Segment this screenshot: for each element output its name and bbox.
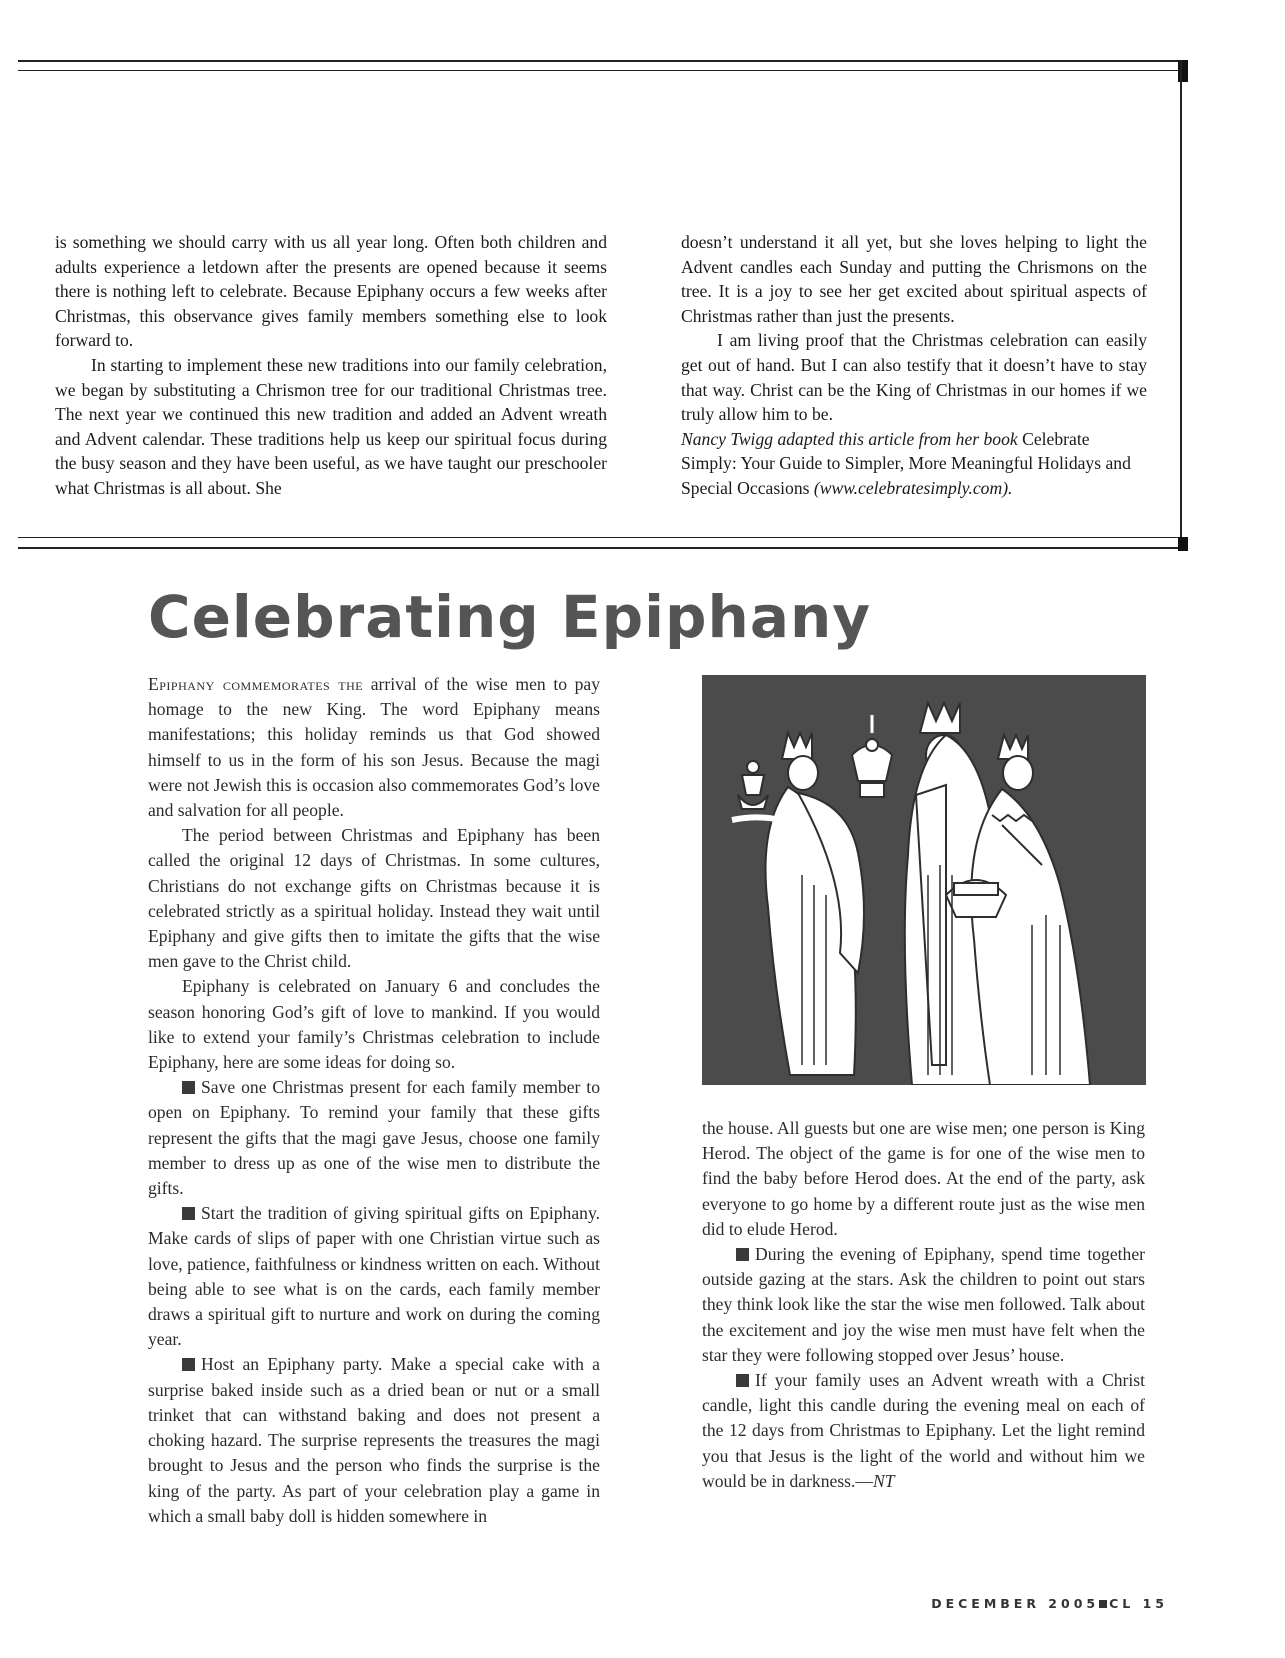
bullet-square-icon xyxy=(182,1207,195,1220)
right-frame-rule xyxy=(1180,60,1182,548)
top-rule-inner xyxy=(18,70,1188,71)
feature-bullet-4-text: During the evening of Epiphany, spend time together outside gazing at the stars. Ask the children to point out stars they think look like the star the wise men followed. Talk about the excitement and joy the wise men must have felt when the star they were following stopped over Jesus’ house. xyxy=(702,1244,1145,1365)
footer-square-icon xyxy=(1099,1600,1107,1608)
lead-in: Epiphany commemorates the xyxy=(148,674,364,694)
top-article-left-column xyxy=(55,230,607,501)
feature-bullet-2-text: Start the tradition of giving spiritual gifts on Epiphany. Make cards of slips of paper with one Christian virtue such as love, patience, faithfulness or kindness written on each. Without being able to see what is on the cards, each family member draws a spiritual gift to nurture and work on during the coming year. xyxy=(148,1203,600,1350)
feature-bullet-1-text: Save one Christmas present for each family member to open on Epiphany. To remind your family that these gifts represent the gifts that the magi gave Jesus, choose one family member to dress up as one of the wise men to distribute the gifts. xyxy=(148,1077,600,1199)
feature-right-paragraph-1: the house. All guests but one are wise men; one person is King Herod. The object of the game is for one of the wise men to find the baby before Herod does. At the end of the party, ask everyone to go home by a different route just as the wise men did to elude Herod. xyxy=(702,1118,1145,1239)
feature-paragraph-1 xyxy=(148,672,600,823)
bullet-square-icon xyxy=(182,1081,195,1094)
three-wise-men-art xyxy=(702,675,1146,1085)
bottom-rule-inner xyxy=(18,547,1188,549)
author-credit xyxy=(681,427,1147,501)
feature-paragraph-1-text: arrival of the wise men to pay homage to the new King. The word Epiphany means manifestations; this holiday reminds us that God showed himself to us in the form of his son Jesus. Because the magi were not Jewish this is occasion also commemorates God’s love and salvation for all people. xyxy=(148,674,600,821)
credit-intro: Nancy Twigg adapted this article from her book xyxy=(681,428,1018,449)
feature-bullet-5-text: If your family uses an Advent wreath with a Christ candle, light this candle during the evening meal on each of the 12 days from Christmas to Epiphany. Let the light remind you that Jesus is the light of the world and without him we would be in darkness.— xyxy=(702,1370,1145,1491)
credit-url: (www.celebratesimply.com). xyxy=(813,477,1013,498)
feature-bullet-4 xyxy=(702,1242,1145,1368)
top-right-paragraph-1: doesn’t understand it all yet, but she loves helping to light the Advent candles each Sunday and putting the Chrismons on the tree. It is a joy to see her get excited about spiritual aspects of Christmas rather than just the presents. xyxy=(681,232,1147,326)
bullet-square-icon xyxy=(736,1374,749,1387)
feature-bullet-2 xyxy=(148,1201,600,1352)
feature-right-column xyxy=(702,1116,1145,1494)
footer-date: DECEMBER 2005 xyxy=(931,1596,1100,1611)
feature-paragraph-2: The period between Christmas and Epiphany has been called the original 12 days of Christmas. In some cultures, Christians do not exchange gifts on Christmas because it is celebrated strictly as a spiritual holiday. Instead they wait until Epiphany and give gifts then to imitate the gifts that the wise men gave to the Christ child. xyxy=(148,825,600,972)
author-initials: NT xyxy=(873,1470,895,1491)
bottom-corner-block xyxy=(1178,537,1188,551)
top-rule-outer xyxy=(18,60,1188,62)
page-title: Celebrating Epiphany xyxy=(148,583,872,651)
footer-magazine: CL xyxy=(1109,1596,1135,1611)
feature-paragraph-3: Epiphany is celebrated on January 6 and concludes the season honoring God’s gift of love to mankind. If you would like to extend your family’s Christmas celebration to include Epiphany, here are some ideas for doing so. xyxy=(148,976,600,1073)
page-number: 15 xyxy=(1142,1596,1168,1611)
top-left-paragraph-2: In starting to implement these new traditions into our family celebration, we began by substituting a Chrismon tree for our traditional Christmas tree. The next year we continued this new tradition and added an Advent wreath and Advent calendar. These traditions help us keep our spiritual focus during the busy season and they have been useful, as we have taught our preschooler what Christmas is all about. She xyxy=(55,354,607,498)
feature-bullet-3 xyxy=(148,1352,600,1528)
feature-bullet-5 xyxy=(702,1368,1145,1494)
feature-bullet-3-text: Host an Epiphany party. Make a special cake with a surprise baked inside such as a dried bean or nut or a small trinket that can withstand baking and does not present a choking hazard. The surprise represents the treasures the magi brought to Jesus and the person who finds the surprise is the king of the party. As part of your celebration play a game in which a small baby doll is hidden somewhere in xyxy=(148,1354,600,1526)
top-right-paragraph-2: I am living proof that the Christmas celebration can easily get out of hand. But I can also testify that it doesn’t have to stay that way. Christ can be the King of Christmas in our homes if we truly allow him to be. xyxy=(681,330,1147,425)
wise-men-illustration xyxy=(702,675,1146,1085)
top-left-paragraph-1: is something we should carry with us all year long. Often both children and adults experience a letdown after the presents are opened because it seems there is nothing left to celebrate. Because Epiphany occurs a few weeks after Christmas, this observance gives family members something else to look forward to. xyxy=(55,232,607,351)
feature-bullet-1 xyxy=(148,1075,600,1201)
bullet-square-icon xyxy=(182,1358,195,1371)
top-article-right-column xyxy=(681,230,1147,501)
bullet-square-icon xyxy=(736,1248,749,1261)
bottom-rule-outer xyxy=(18,537,1188,538)
feature-left-column xyxy=(148,672,600,1529)
credit-book-title: Celebrate Simply: Your Guide to Simpler, More Meaningful Holidays and Special Occasions xyxy=(681,428,1131,498)
page-footer xyxy=(931,1596,1168,1611)
